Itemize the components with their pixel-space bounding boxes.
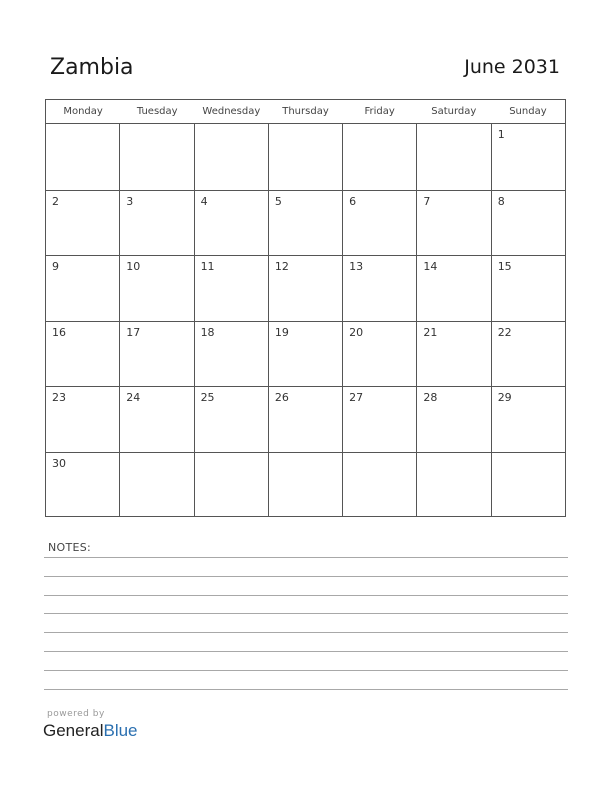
day-cell: [194, 256, 268, 321]
day-number: 25: [200, 391, 215, 404]
country-title: Zambia: [50, 55, 134, 80]
day-number: 19: [274, 325, 289, 339]
day-cell: [416, 191, 490, 256]
day-number: 10: [126, 260, 141, 273]
day-cell: [342, 124, 416, 190]
day-cell: [46, 322, 119, 387]
weekday-header: Sunday: [509, 106, 547, 117]
weekday-header: Saturday: [431, 106, 477, 117]
note-line: [44, 651, 568, 652]
day-cell: [268, 322, 342, 387]
week-row: [46, 255, 565, 321]
day-cell: [119, 387, 193, 452]
day-cell: [194, 387, 268, 452]
week-row: [46, 124, 565, 190]
day-cell: [268, 191, 342, 256]
day-cell: [342, 256, 416, 321]
day-number: 14: [423, 260, 438, 273]
day-number: 1: [497, 128, 505, 141]
day-number: 13: [349, 260, 364, 273]
day-number: 20: [349, 325, 364, 339]
day-cell: [119, 191, 193, 256]
week-row: [46, 190, 565, 256]
calendar-weeks: [46, 124, 565, 517]
day-cell: [46, 387, 119, 452]
day-cell: [194, 191, 268, 256]
day-number: 18: [200, 325, 215, 339]
powered-by-text: powered by: [47, 709, 105, 719]
day-number: 7: [423, 194, 431, 208]
day-cell: [491, 124, 565, 190]
day-cell: [416, 453, 490, 518]
day-cell: [119, 124, 193, 190]
day-number: 3: [126, 194, 134, 208]
day-cell: [491, 191, 565, 256]
day-cell: [119, 256, 193, 321]
day-number: 28: [423, 391, 438, 404]
calendar-grid: [45, 99, 566, 517]
day-cell: [491, 322, 565, 387]
day-number: 8: [497, 194, 505, 208]
day-cell: [342, 453, 416, 518]
brand-blue: Blue: [103, 721, 138, 740]
note-line: [44, 670, 568, 671]
day-cell: [416, 256, 490, 321]
notes-label: NOTES:: [48, 541, 92, 554]
day-cell: [342, 322, 416, 387]
day-number: 29: [497, 391, 512, 404]
day-number: 16: [52, 325, 66, 339]
day-number: 30: [52, 456, 66, 470]
weekday-header: Friday: [364, 106, 395, 117]
day-cell: [194, 124, 268, 190]
week-row: [46, 452, 565, 518]
weekday-header: Tuesday: [136, 106, 178, 117]
day-number: 9: [52, 260, 59, 273]
weekday-header: Thursday: [282, 106, 329, 117]
weekday-header-row: [46, 100, 565, 124]
day-number: 5: [274, 194, 282, 208]
note-line: [44, 557, 568, 558]
day-number: 21: [423, 325, 438, 339]
day-cell: [416, 387, 490, 452]
weekday-header: Monday: [63, 106, 103, 117]
day-number: 6: [349, 194, 357, 208]
note-line: [44, 632, 568, 633]
day-cell: [491, 453, 565, 518]
day-number: 27: [349, 391, 364, 404]
day-cell: [342, 387, 416, 452]
day-cell: [268, 256, 342, 321]
day-cell: [46, 453, 119, 518]
day-number: 23: [52, 391, 66, 404]
note-line: [44, 576, 568, 577]
note-line: [44, 595, 568, 596]
day-cell: [194, 322, 268, 387]
day-cell: [46, 124, 119, 190]
week-row: [46, 321, 565, 387]
day-cell: [119, 322, 193, 387]
day-cell: [416, 124, 490, 190]
day-number: 12: [274, 260, 289, 273]
day-cell: [268, 387, 342, 452]
generalblue-logo: [43, 721, 138, 741]
day-cell: [268, 453, 342, 518]
day-number: 26: [274, 391, 289, 404]
day-cell: [119, 453, 193, 518]
note-line: [44, 689, 568, 690]
weekday-header: Wednesday: [202, 106, 261, 117]
day-cell: [268, 124, 342, 190]
month-year-title: June 2031: [464, 56, 560, 78]
note-line: [44, 613, 568, 614]
day-number: 24: [126, 391, 141, 404]
week-row: [46, 386, 565, 452]
day-cell: [491, 256, 565, 321]
day-number: 22: [497, 325, 512, 339]
day-cell: [194, 453, 268, 518]
day-cell: [491, 387, 565, 452]
day-cell: [416, 322, 490, 387]
day-number: 11: [200, 260, 215, 273]
day-cell: [46, 256, 119, 321]
day-number: 15: [497, 260, 512, 273]
day-number: 17: [126, 325, 141, 339]
brand-general: General: [43, 721, 104, 740]
day-cell: [342, 191, 416, 256]
day-cell: [46, 191, 119, 256]
day-number: 4: [200, 194, 208, 208]
day-number: 2: [52, 194, 59, 208]
